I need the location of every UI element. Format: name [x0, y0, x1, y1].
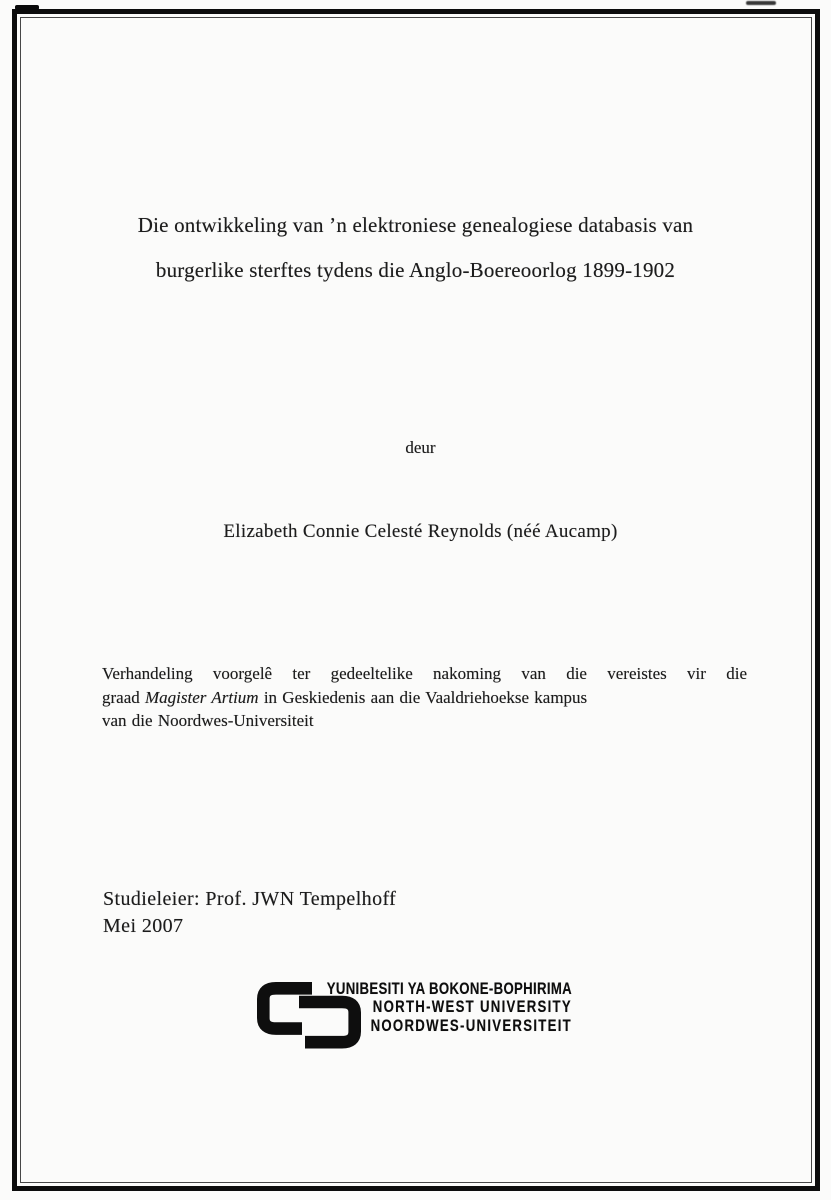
- credits-block: [103, 886, 396, 939]
- scan-artifact: [746, 1, 776, 5]
- supervisor-line: Studieleier: Prof. JWN Tempelhoff: [103, 888, 397, 910]
- logo-left-link: [263, 988, 312, 1028]
- text-line: NOORDWES-UNIVERSITEIT: [370, 1016, 572, 1035]
- date-line: Mei 2007: [103, 914, 184, 937]
- text-line: burgerlike sterftes tydens die Anglo-Boereoorlog 1899-1902: [155, 258, 676, 282]
- scan-artifact: [15, 5, 39, 10]
- text-line: NORTH-WEST UNIVERSITY: [372, 998, 572, 1017]
- text-line: YUNIBESITI YA BOKONE-BOPHIRIMA: [326, 980, 572, 998]
- university-logo: [257, 982, 572, 1052]
- text-line: van die Noordwes-Universiteit: [102, 711, 314, 730]
- thesis-title: [55, 203, 776, 293]
- text-line: graad Magister Artium in Geskiedenis aan die Vaaldriehoekse kampus: [102, 687, 588, 707]
- author-name: Elizabeth Connie Celesté Reynolds (néé Aucamp): [223, 521, 618, 542]
- text-line: Verhandeling voorgelê ter gedeeltelike nakoming van die vereistes vir die: [102, 664, 747, 683]
- text-line: Die ontwikkeling van ’n elektroniese genealogiese databasis van: [137, 213, 694, 237]
- university-logo-text: [320, 980, 572, 1035]
- submission-statement: [102, 662, 747, 733]
- byline-deur: deur: [405, 438, 436, 457]
